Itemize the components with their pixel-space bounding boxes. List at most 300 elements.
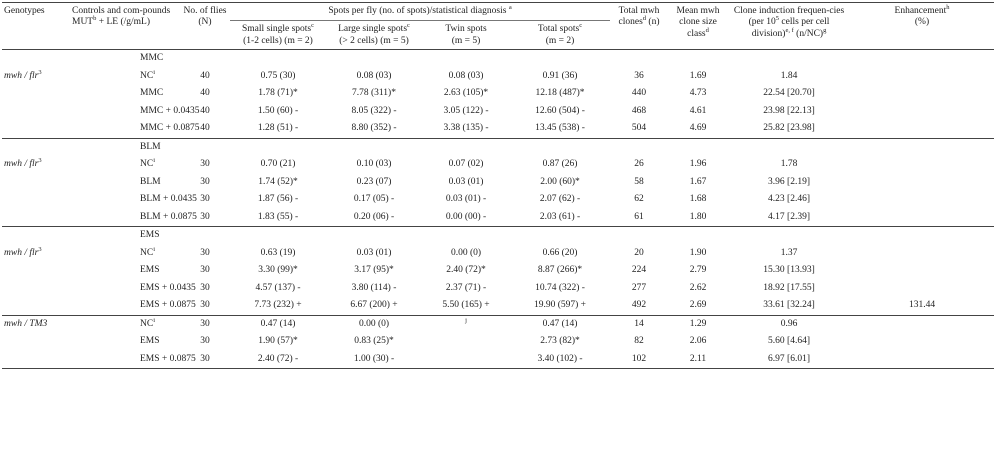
mean-size-cell-value: 1.29 (689, 318, 707, 329)
twin-spots-cell (422, 174, 510, 192)
control-label: NC (140, 159, 154, 170)
control-cell (70, 85, 180, 103)
frequency-cell (728, 156, 850, 174)
header-total-spots: Total spots$^c$ (m = 2) (510, 21, 610, 50)
mean-size-cell-value: 2.69 (689, 300, 707, 311)
small-spots-cell-value: 1.50 (60) - (257, 105, 299, 116)
small-spots-cell (230, 156, 326, 174)
enhancement-cell (850, 351, 994, 369)
total-spots-cell (510, 174, 610, 192)
large-spots-cell (326, 174, 422, 192)
header-spots-group: Spots per fly (no. of spots)/statistical diagnosis $^a$ (230, 3, 610, 21)
enhancement-cell (850, 85, 994, 103)
total-spots-cell (510, 191, 610, 209)
control-cell (70, 209, 197, 227)
table-row (2, 174, 994, 192)
large-spots-cell-value: 6.67 (200) + (350, 300, 398, 311)
frequency-cell-value: 15.30 [13.93] (763, 265, 815, 276)
mean-size-cell (668, 103, 728, 121)
mwh-clones-cell-value: 36 (634, 70, 644, 81)
large-spots-cell-value: 0.08 (03) (356, 70, 392, 81)
mean-size-cell-value: 2.11 (689, 353, 707, 364)
flies-cell (180, 85, 230, 103)
flies-cell-value: 30 (200, 282, 210, 293)
section-label-row (2, 227, 994, 245)
control-label: BLM + 0.0875 (140, 211, 197, 222)
total-spots-cell (510, 351, 610, 369)
empty-cell (422, 227, 510, 245)
flies-cell-value: 30 (200, 194, 210, 205)
mwh-clones-cell-value: 277 (631, 282, 647, 293)
section-label: EMS (70, 227, 180, 245)
control-label: NC (140, 247, 154, 258)
large-spots-cell-value: 3.17 (95)* (354, 265, 394, 276)
frequency-cell (728, 191, 850, 209)
large-spots-cell (326, 191, 422, 209)
large-spots-cell (326, 103, 422, 121)
small-spots-cell (230, 351, 326, 369)
small-spots-cell (230, 174, 326, 192)
small-spots-cell-value: 7.73 (232) + (254, 300, 302, 311)
twin-spots-cell (422, 209, 510, 227)
empty-cell (510, 138, 610, 156)
header-row-1 (2, 3, 994, 21)
genotype-cell (2, 262, 70, 280)
small-spots-cell-value: 0.70 (21) (260, 159, 296, 170)
small-spots-cell (230, 315, 326, 333)
empty-cell (2, 50, 70, 68)
empty-cell (668, 227, 728, 245)
flies-cell (180, 156, 230, 174)
mwh-clones-cell-value: 26 (634, 159, 644, 170)
mwh-clones-cell-value: 14 (634, 318, 644, 329)
enhancement-cell-value: 131.44 (908, 300, 936, 311)
twin-spots-cell (422, 262, 510, 280)
control-cell (70, 156, 180, 174)
frequency-cell (728, 245, 850, 263)
control-label: MMC + 0.0875 (140, 123, 200, 134)
table-row (2, 191, 994, 209)
twin-spots-cell (422, 351, 510, 369)
empty-cell (850, 227, 994, 245)
twin-spots-cell (422, 156, 510, 174)
mean-size-cell (668, 297, 728, 315)
section-label-row (2, 50, 994, 68)
empty-cell (2, 138, 70, 156)
frequency-cell (728, 174, 850, 192)
table-row (2, 209, 994, 227)
small-spots-cell-value: 2.40 (72) - (257, 353, 299, 364)
mwh-clones-cell-value: 504 (631, 123, 647, 134)
frequency-cell (728, 297, 850, 315)
mean-size-cell-value: 2.06 (689, 336, 707, 347)
empty-cell (180, 138, 230, 156)
total-spots-cell-value: 2.73 (82)* (540, 336, 580, 347)
mwh-clones-cell (610, 245, 668, 263)
small-spots-cell-value: 0.63 (19) (260, 247, 296, 258)
large-spots-cell-value: 8.05 (322) - (351, 105, 397, 116)
total-spots-cell-value: 0.87 (26) (542, 159, 578, 170)
table-row (2, 245, 994, 263)
empty-cell (230, 50, 326, 68)
small-spots-cell-value: 0.47 (14) (260, 318, 296, 329)
table-row (2, 262, 994, 280)
empty-cell (668, 138, 728, 156)
empty-cell (422, 50, 510, 68)
mwh-clones-cell-value: 102 (631, 353, 647, 364)
flies-cell (180, 174, 230, 192)
table-row (2, 68, 994, 86)
twin-spots-cell (422, 120, 510, 138)
twin-spots-cell-value: 0.03 (01) - (445, 194, 487, 205)
genotype-cell (2, 191, 70, 209)
flies-cell-value: 30 (200, 300, 210, 311)
large-spots-cell (326, 209, 422, 227)
total-spots-cell-value: 2.07 (62) - (539, 194, 581, 205)
flies-cell-value: 30 (200, 211, 210, 222)
control-cell (70, 297, 196, 315)
mean-size-cell (668, 280, 728, 298)
small-spots-cell-value: 1.28 (51) - (257, 123, 299, 134)
twin-spots-cell-value: 2.37 (71) - (445, 282, 487, 293)
mwh-clones-cell (610, 315, 668, 333)
large-spots-cell-value: 8.80 (352) - (351, 123, 397, 134)
empty-cell (610, 50, 668, 68)
frequency-cell (728, 351, 850, 369)
header-frequency: Clone induction frequen-cies (per $10^5$ cells per cell division)$^{e, f}$ $(n/NC)^g$ (728, 3, 850, 50)
total-spots-cell (510, 85, 610, 103)
total-spots-cell (510, 156, 610, 174)
flies-cell-value: 30 (200, 353, 210, 364)
total-spots-cell-value: 2.03 (61) - (539, 211, 581, 222)
large-spots-cell (326, 280, 422, 298)
mean-size-cell-value: 1.69 (689, 70, 707, 81)
enhancement-cell (850, 280, 994, 298)
frequency-cell-value: 1.84 (780, 70, 798, 81)
twin-spots-cell-value: 0.03 (01) (448, 176, 484, 187)
large-spots-cell-value: 0.03 (01) (356, 247, 392, 258)
small-spots-cell-value: 0.75 (30) (260, 70, 296, 81)
mean-size-cell (668, 85, 728, 103)
mean-size-cell (668, 262, 728, 280)
enhancement-cell (850, 333, 994, 351)
genotype-cell (2, 315, 70, 333)
section-label: BLM (70, 138, 180, 156)
mean-size-cell-value: 2.62 (689, 282, 707, 293)
control-label: MMC (140, 88, 164, 99)
frequency-cell (728, 262, 850, 280)
total-spots-cell-value: 19.90 (597) + (533, 300, 587, 311)
genotype-cell (2, 297, 70, 315)
control-cell (70, 103, 200, 121)
enhancement-cell (850, 156, 994, 174)
control-cell (70, 120, 200, 138)
mwh-clones-cell (610, 209, 668, 227)
table-row (2, 351, 994, 369)
table-row (2, 85, 994, 103)
section-label-row (2, 138, 994, 156)
flies-cell (180, 245, 230, 263)
frequency-cell-value: 0.96 (780, 318, 798, 329)
control-label: NC (140, 318, 154, 329)
large-spots-cell-value: 0.83 (25)* (354, 336, 394, 347)
frequency-cell-value: 23.98 [22.13] (763, 105, 815, 116)
mean-size-cell (668, 333, 728, 351)
genotype-cell (2, 333, 70, 351)
small-spots-cell-value: 1.83 (55) - (257, 211, 299, 222)
empty-cell (510, 227, 610, 245)
total-spots-cell (510, 315, 610, 333)
mean-size-cell-value: 1.68 (689, 194, 707, 205)
flies-cell-value: 30 (200, 336, 210, 347)
mwh-clones-cell-value: 82 (634, 336, 644, 347)
control-cell (70, 315, 180, 333)
enhancement-cell (850, 297, 994, 315)
control-cell (70, 262, 180, 280)
control-sup: i (153, 316, 156, 324)
mwh-clones-cell (610, 120, 668, 138)
mwh-clones-cell (610, 333, 668, 351)
large-spots-cell (326, 156, 422, 174)
frequency-cell-value: 4.23 [2.46] (768, 194, 810, 205)
large-spots-cell (326, 245, 422, 263)
empty-cell (850, 138, 994, 156)
empty-cell (728, 227, 850, 245)
enhancement-cell (850, 262, 994, 280)
header-twin-spots: Twin spots (m = 5) (422, 21, 510, 50)
total-spots-cell-value: 13.45 (538) - (535, 123, 585, 134)
twin-spots-cell-value: 0.08 (03) (448, 70, 484, 81)
mwh-clones-cell (610, 351, 668, 369)
flies-cell-value: 40 (200, 105, 210, 116)
mwh-clones-cell-value: 20 (634, 247, 644, 258)
control-sup: i (153, 68, 156, 76)
genotype-cell (2, 351, 70, 369)
section-label: MMC (70, 50, 180, 68)
mwh-clones-cell (610, 262, 668, 280)
header-flies: No. of flies (N) (180, 3, 230, 50)
total-spots-cell-value: 2.00 (60)* (540, 176, 580, 187)
small-spots-cell (230, 120, 326, 138)
mean-size-cell-value: 4.61 (689, 105, 707, 116)
mwh-clones-cell (610, 174, 668, 192)
control-cell (70, 333, 180, 351)
frequency-cell (728, 103, 850, 121)
genotype-sup: 3 (38, 68, 42, 76)
large-spots-cell (326, 68, 422, 86)
genotype-sup: 3 (38, 245, 42, 253)
enhancement-cell (850, 103, 994, 121)
frequency-cell-value: 25.82 [23.98] (763, 123, 815, 134)
frequency-cell-value: 5.60 [4.64] (768, 336, 810, 347)
genotype-sup: 3 (38, 157, 42, 165)
twin-sup: j (465, 316, 467, 324)
control-label: BLM + 0.0435 (140, 194, 197, 205)
table-body (2, 50, 994, 369)
frequency-cell-value: 1.78 (780, 159, 798, 170)
frequency-cell-value: 4.17 [2.39] (768, 211, 810, 222)
mean-size-cell-value: 1.67 (689, 176, 707, 187)
flies-cell-value: 40 (200, 88, 210, 99)
twin-spots-cell (422, 280, 510, 298)
twin-spots-cell (422, 333, 510, 351)
empty-cell (2, 227, 70, 245)
large-spots-cell-value: 0.20 (06) - (353, 211, 395, 222)
twin-spots-cell (422, 245, 510, 263)
header-enhancement: Enhancement$^h$ (%) (850, 3, 994, 50)
frequency-cell-value: 6.97 [6.01] (768, 353, 810, 364)
small-spots-cell-value: 3.30 (99)* (258, 265, 298, 276)
control-label: MMC + 0.0435 (140, 105, 200, 116)
table-row (2, 333, 994, 351)
enhancement-cell (850, 315, 994, 333)
total-spots-cell-value: 0.91 (36) (542, 70, 578, 81)
control-label: BLM (140, 176, 161, 187)
mwh-clones-cell (610, 191, 668, 209)
twin-spots-cell-value: 2.63 (105)* (443, 88, 489, 99)
control-cell (70, 245, 180, 263)
genotype-cell (2, 85, 70, 103)
twin-spots-cell (422, 191, 510, 209)
enhancement-cell (850, 209, 994, 227)
mwh-clones-cell-value: 440 (631, 88, 647, 99)
large-spots-cell-value: 0.10 (03) (356, 159, 392, 170)
small-spots-cell-value: 1.90 (57)* (258, 336, 298, 347)
mwh-clones-cell (610, 156, 668, 174)
flies-cell (180, 315, 230, 333)
large-spots-cell (326, 85, 422, 103)
large-spots-cell-value: 0.23 (07) (356, 176, 392, 187)
frequency-cell (728, 315, 850, 333)
total-spots-cell-value: 8.87 (266)* (537, 265, 583, 276)
mean-size-cell (668, 174, 728, 192)
large-spots-cell (326, 351, 422, 369)
mwh-clones-cell (610, 297, 668, 315)
small-spots-cell (230, 191, 326, 209)
header-mwh-clones: Total mwh clones$^d$ (n) (610, 3, 668, 50)
empty-cell (230, 227, 326, 245)
small-spots-cell-value: 4.57 (137) - (255, 282, 301, 293)
enhancement-cell (850, 68, 994, 86)
genotype-cell (2, 68, 70, 86)
frequency-cell (728, 68, 850, 86)
mwh-clones-cell-value: 62 (634, 194, 644, 205)
header-mean-size: Mean mwh clone size class$^d$ (668, 3, 728, 50)
enhancement-cell (850, 174, 994, 192)
enhancement-cell (850, 191, 994, 209)
total-spots-cell (510, 103, 610, 121)
mean-size-cell-value: 1.96 (689, 159, 707, 170)
genotype-cell (2, 245, 70, 263)
twin-spots-cell (422, 103, 510, 121)
total-spots-cell (510, 209, 610, 227)
small-spots-cell (230, 85, 326, 103)
mwh-clones-cell (610, 280, 668, 298)
table-row (2, 280, 994, 298)
empty-cell (180, 227, 230, 245)
total-spots-cell (510, 333, 610, 351)
control-sup: i (153, 157, 156, 165)
empty-cell (850, 50, 994, 68)
twin-spots-cell-value: 3.38 (135) - (443, 123, 489, 134)
table-row (2, 120, 994, 138)
small-spots-cell (230, 297, 326, 315)
empty-cell (326, 138, 422, 156)
mwh-clones-cell (610, 85, 668, 103)
twin-spots-cell-value: 3.05 (122) - (443, 105, 489, 116)
control-label: EMS + 0.0875 (140, 300, 196, 311)
flies-cell-value: 30 (200, 247, 210, 258)
control-sup: i (153, 245, 156, 253)
genotype-cell (2, 280, 70, 298)
small-spots-cell (230, 262, 326, 280)
mwh-clones-cell (610, 103, 668, 121)
total-spots-cell (510, 262, 610, 280)
small-spots-cell (230, 103, 326, 121)
frequency-cell (728, 280, 850, 298)
mean-size-cell (668, 191, 728, 209)
mean-size-cell (668, 245, 728, 263)
mwh-clones-cell-value: 58 (634, 176, 644, 187)
frequency-cell-value: 18.92 [17.55] (763, 282, 815, 293)
mean-size-cell-value: 4.69 (689, 123, 707, 134)
total-spots-cell-value: 12.18 (487)* (535, 88, 585, 99)
genotype-cell (2, 120, 70, 138)
empty-cell (326, 50, 422, 68)
table-row (2, 103, 994, 121)
total-spots-cell-value: 10.74 (322) - (535, 282, 585, 293)
twin-spots-cell-value: 0.00 (00) - (445, 211, 487, 222)
control-label: NC (140, 70, 154, 81)
mwh-clones-cell-value: 224 (631, 265, 647, 276)
twin-spots-cell-value: 0.00 (0) (450, 247, 482, 258)
total-spots-cell (510, 68, 610, 86)
control-label: EMS (140, 336, 160, 347)
large-spots-cell-value: 3.80 (114) - (351, 282, 397, 293)
small-spots-cell-value: 1.78 (71)* (258, 88, 298, 99)
mean-size-cell (668, 351, 728, 369)
header-small-spots: Small single spots$^c$ (1-2 cells) (m = 2) (230, 21, 326, 50)
small-spots-cell-value: 1.74 (52)* (258, 176, 298, 187)
mwh-clones-cell-value: 492 (631, 300, 647, 311)
enhancement-cell (850, 245, 994, 263)
empty-cell (610, 138, 668, 156)
twin-spots-cell-value: 2.40 (72)* (446, 265, 486, 276)
frequency-cell (728, 209, 850, 227)
table-container (2, 2, 994, 369)
control-cell (70, 351, 196, 369)
mean-size-cell-value: 1.80 (689, 211, 707, 222)
control-label: EMS + 0.0875 (140, 353, 196, 364)
flies-cell (180, 68, 230, 86)
small-spots-cell (230, 333, 326, 351)
mean-size-cell (668, 156, 728, 174)
large-spots-cell-value: 1.00 (30) - (353, 353, 395, 364)
control-label: EMS (140, 265, 160, 276)
total-spots-cell-value: 0.47 (14) (542, 318, 578, 329)
table-row (2, 315, 994, 333)
genotype-cell (2, 174, 70, 192)
results-table (2, 2, 994, 369)
twin-spots-cell (422, 68, 510, 86)
mwh-clones-cell-value: 468 (631, 105, 647, 116)
frequency-cell (728, 333, 850, 351)
flies-cell-value: 30 (200, 318, 210, 329)
flies-cell-value: 40 (200, 70, 210, 81)
empty-cell (728, 50, 850, 68)
empty-cell (326, 227, 422, 245)
genotype-label: mwh / flr (4, 247, 39, 258)
